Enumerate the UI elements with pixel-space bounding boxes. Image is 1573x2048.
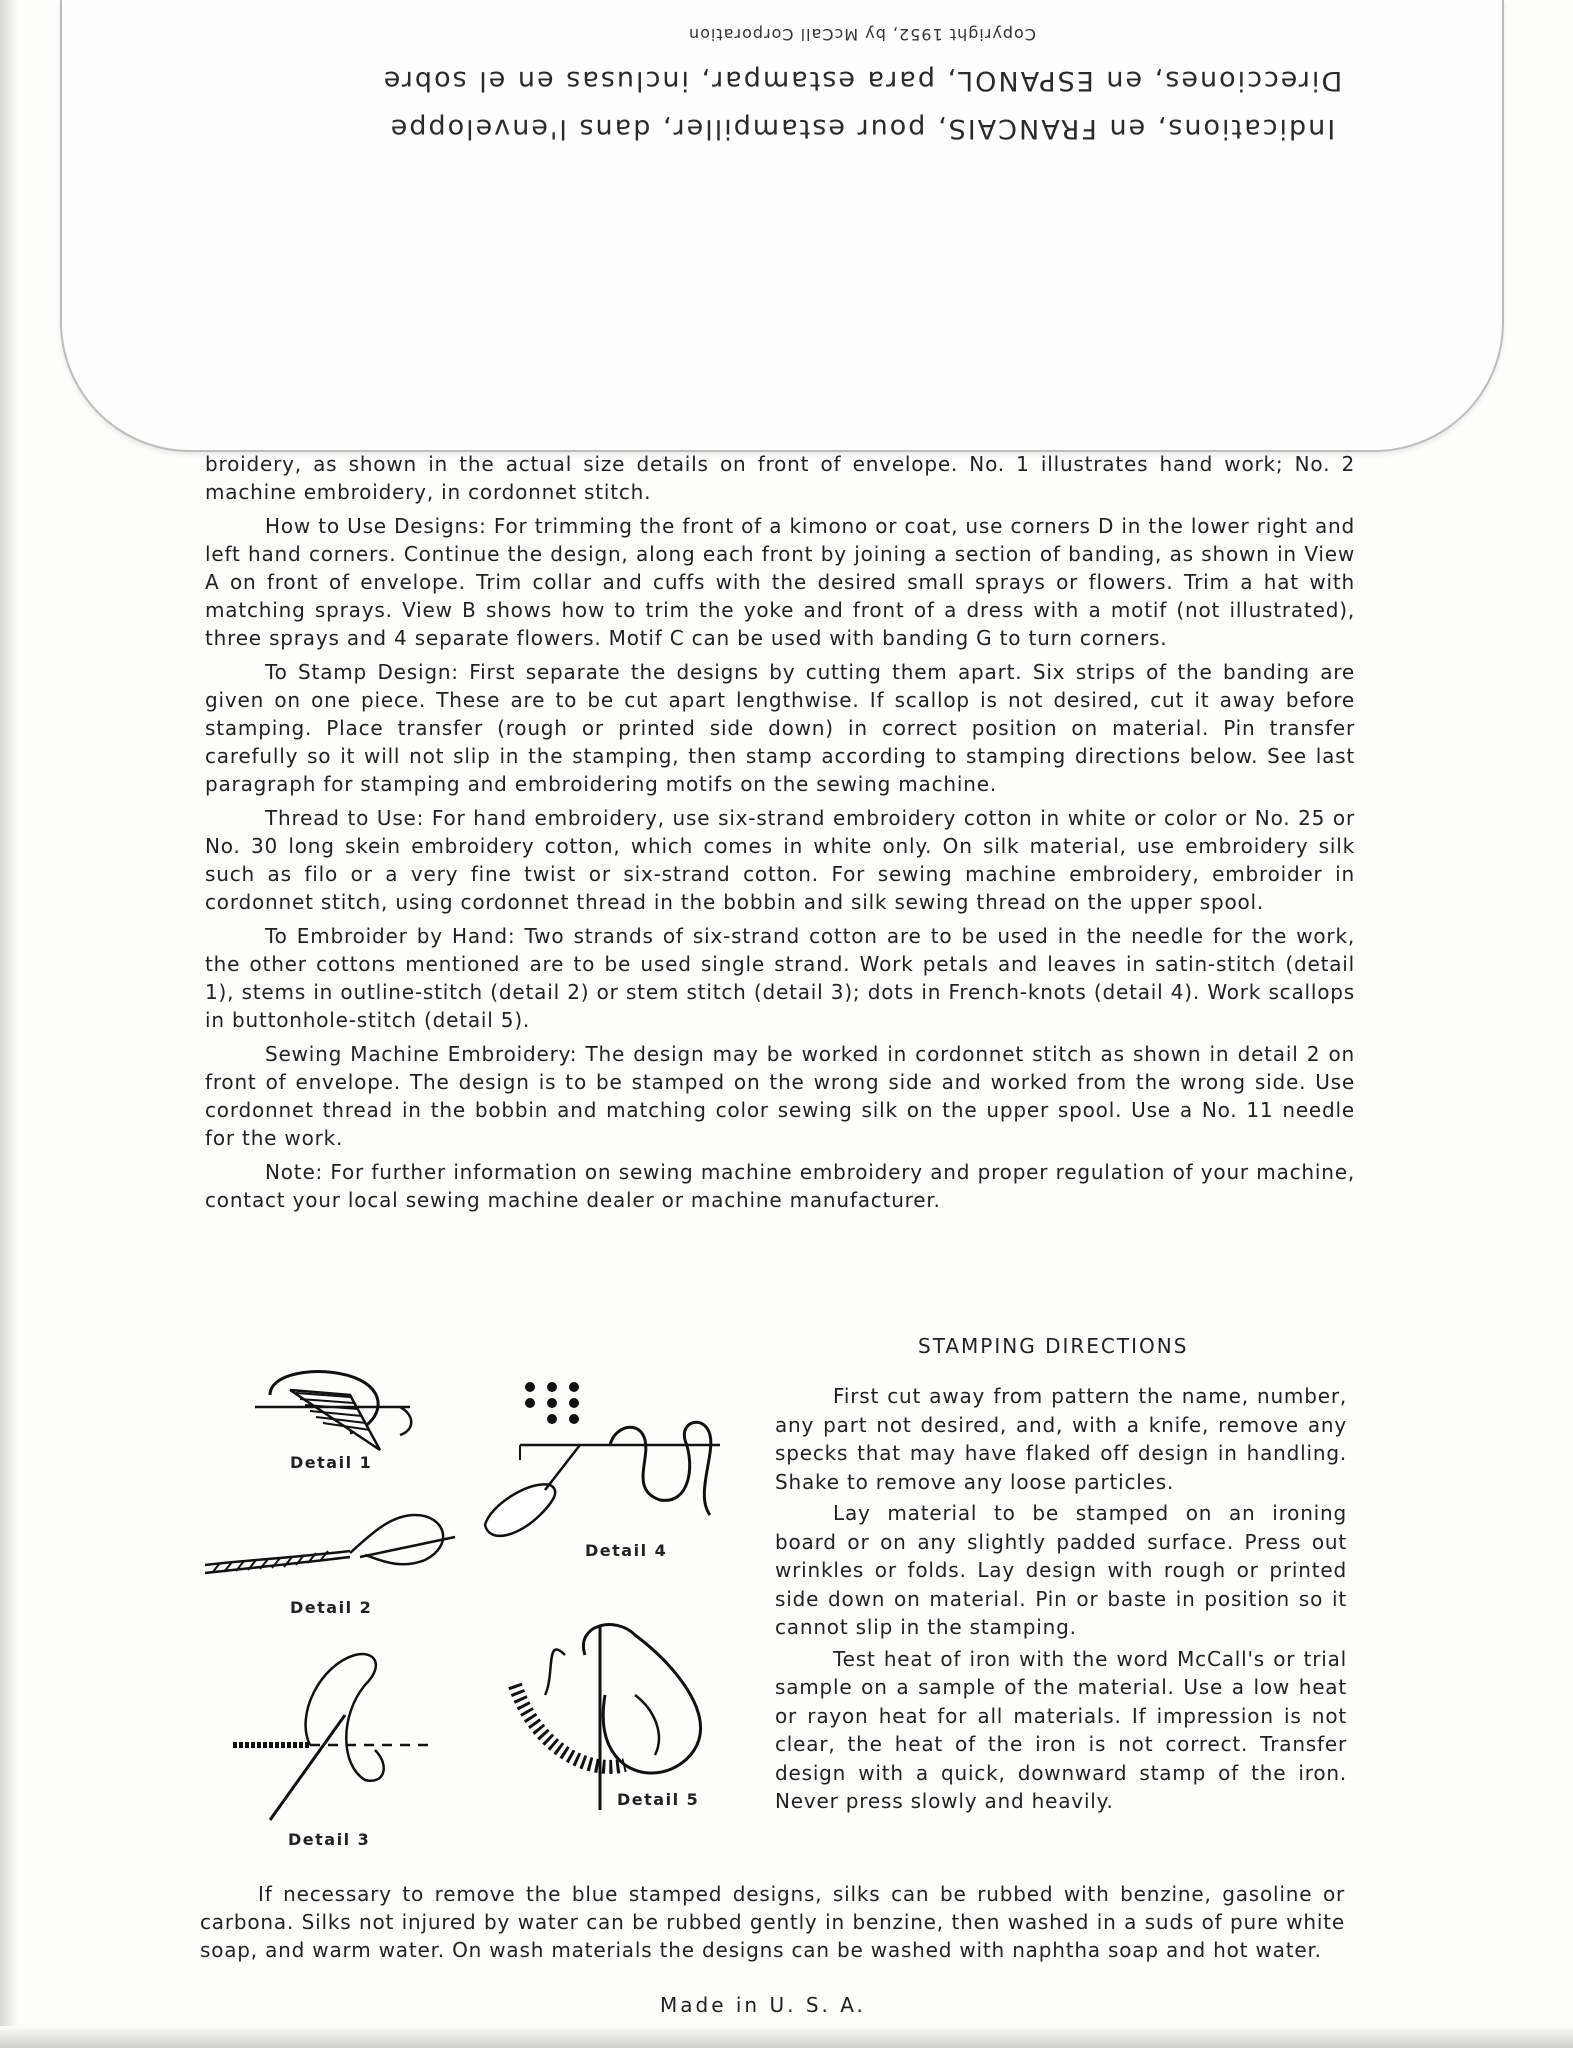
detail-4-french-knot-illustration [480, 1375, 750, 1555]
stamping-paragraph-2: Lay material to be stamped on an ironing board or on any slightly padded surface. Press out wrinkles or folds. Lay design with rough or printed side down on material. Pin or baste in position so it cannot slip in the stamping. [775, 1501, 1347, 1639]
instructions-body [205, 450, 1355, 1220]
stamping-paragraph-3: Test heat of iron with the word McCall's or trial sample on a sample of the material. Use a low heat or rayon heat for all materials. If impression is not clear, the heat of the iron is not correct. Transfer design with a quick, downward stamp of the iron. Never press slowly and heavily. [775, 1646, 1347, 1813]
detail-5-label: Detail 5 [617, 1790, 700, 1809]
detail-1-label: Detail 1 [290, 1453, 373, 1472]
detail-1-satin-stitch-illustration [250, 1355, 420, 1455]
paragraph-embroider-by-hand: To Embroider by Hand: Two strands of six-strand cotton are to be used in the needle for the work, the other cottons mentioned are to be used single strand. Work petals and leaves in satin-stitch (detail 1), stems in outline-stitch (detail 2) or stem stitch (detail 3); dots in French-knots (detail 4). Work scallops in buttonhole-stitch (detail 5). [205, 924, 1355, 1032]
detail-2-label: Detail 2 [290, 1598, 373, 1617]
detail-3-stem-stitch-illustration [225, 1645, 445, 1825]
stamping-directions-body [775, 1382, 1347, 1819]
stamping-paragraph-1: First cut away from pattern the name, number, any part not desired, and, with a knife, remove any specks that may have flaked off design in handling. Shake to remove any loose particles. [775, 1384, 1347, 1494]
closing-paragraph: If necessary to remove the blue stamped designs, silks can be rubbed with benzine, gasoline or carbona. Silks not injured by water can be rubbed gently in benzine, then washed in a suds of pure white soap, and warm water. On wash materials the designs can be washed with naphtha soap and hot water. [200, 1882, 1345, 1962]
paragraph-intro: broidery, as shown in the actual size details on front of envelope. No. 1 illustrates hand work; No. 2 machine embroidery, in cordonnet stitch. [205, 452, 1355, 504]
copyright-notice: Copyright 1952, by McCall Corporation [688, 25, 1036, 44]
detail-5-buttonhole-stitch-illustration [505, 1615, 715, 1815]
stamping-directions-heading: STAMPING DIRECTIONS [918, 1334, 1189, 1358]
paragraph-note: Note: For further information on sewing machine embroidery and proper regulation of your machine, contact your local sewing machine dealer or machine manufacturer. [205, 1160, 1355, 1212]
detail-4-label: Detail 4 [585, 1541, 668, 1560]
paragraph-how-to-use: How to Use Designs: For trimming the front of a kimono or coat, use corners D in the lower right and left hand corners. Continue the design, along each front by joining a section of banding, as shown in View A on front of envelope. Trim collar and cuffs with the desired small sprays or flowers. Trim a hat with matching sprays. View B shows how to trim the yoke and front of a dress with a motif (not illustrated), three sprays and 4 separate flowers. Motif C can be used with banding G to turn corners. [205, 514, 1355, 650]
flap-text-upside-down [362, 25, 1362, 152]
closing-paragraph-container [200, 1880, 1345, 1964]
made-in-usa: Made in U. S. A. [660, 1993, 866, 2017]
page-edge-left [0, 0, 18, 2048]
detail-2-outline-stitch-illustration [200, 1505, 460, 1585]
envelope-flap [60, 0, 1504, 452]
flap-spanish-line: Direcciones, en ESPANOL, para estampar, inclusas en el sobre [381, 65, 1343, 96]
detail-3-label: Detail 3 [288, 1830, 371, 1849]
paragraph-sewing-machine: Sewing Machine Embroidery: The design may be worked in cordonnet stitch as shown in detail 2 on front of envelope. The design is to be stamped on the wrong side and worked from the wrong side. Use cordonnet thread in the bobbin and matching color sewing silk on the upper spool. Use a No. 11 needle for the work. [205, 1042, 1355, 1150]
flap-french-line: Indications, en FRANCAIS, pour estampiller, dans l'enveloppe [388, 113, 1336, 144]
page-edge-bottom [0, 2026, 1573, 2048]
paragraph-thread: Thread to Use: For hand embroidery, use six-strand embroidery cotton in white or color or No. 25 or No. 30 long skein embroidery cotton, which comes in white only. On silk material, use embroidery silk such as filo or a very fine twist or six-strand cotton. For sewing machine embroidery, embroider in cordonnet stitch, using cordonnet thread in the bobbin and silk sewing thread on the upper spool. [205, 806, 1355, 914]
paragraph-to-stamp: To Stamp Design: First separate the designs by cutting them apart. Six strips of the banding are given on one piece. These are to be cut apart lengthwise. If scallop is not desired, cut it away before stamping. Place transfer (rough or printed side down) in correct position on material. Pin transfer carefully so it will not slip in the stamping, then stamp according to stamping directions below. See last paragraph for stamping and embroidering motifs on the sewing machine. [205, 660, 1355, 796]
